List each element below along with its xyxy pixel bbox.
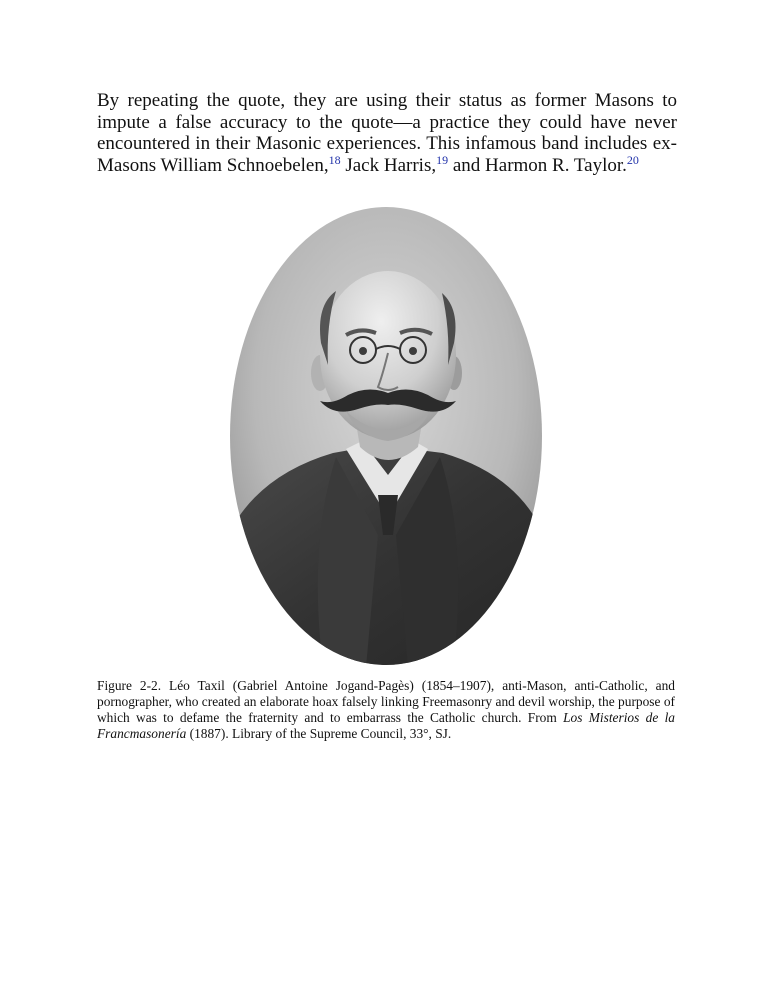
caption-text: (1887). Library of the Supreme Council, 33°, SJ. [186, 726, 452, 741]
caption-source-title: Los Misterios de la Francmasonería [97, 710, 675, 741]
body-paragraph [97, 90, 677, 176]
paragraph-text: and Harmon R. Taylor. [448, 154, 627, 176]
footnote-ref-18[interactable]: 18 [328, 152, 341, 167]
paragraph-text: Jack Harris, [340, 154, 437, 176]
footnote-ref-20[interactable]: 20 [626, 152, 639, 167]
caption-text: Figure 2-2. Léo Taxil (Gabriel Antoine Jogand-Pagès) (1854–1907), anti-Mason, anti-Catholic, and pornographer, who created an elaborate hoax falsely linking Freemasonry and devil worship, the purpose of which was to defame the fraternity and to embarrass the Catholic church. From [97, 678, 675, 725]
paragraph-text: By repeating the quote, they are using their status as former Masons to impute a false accuracy to the quote—a practice they could have never encountered in their Masonic experiences. This infamous band includes ex-Masons William Schnoebelen, [97, 90, 677, 176]
footnote-ref-19[interactable]: 19 [436, 152, 449, 167]
portrait-image [228, 205, 544, 667]
figure-caption [97, 678, 675, 742]
